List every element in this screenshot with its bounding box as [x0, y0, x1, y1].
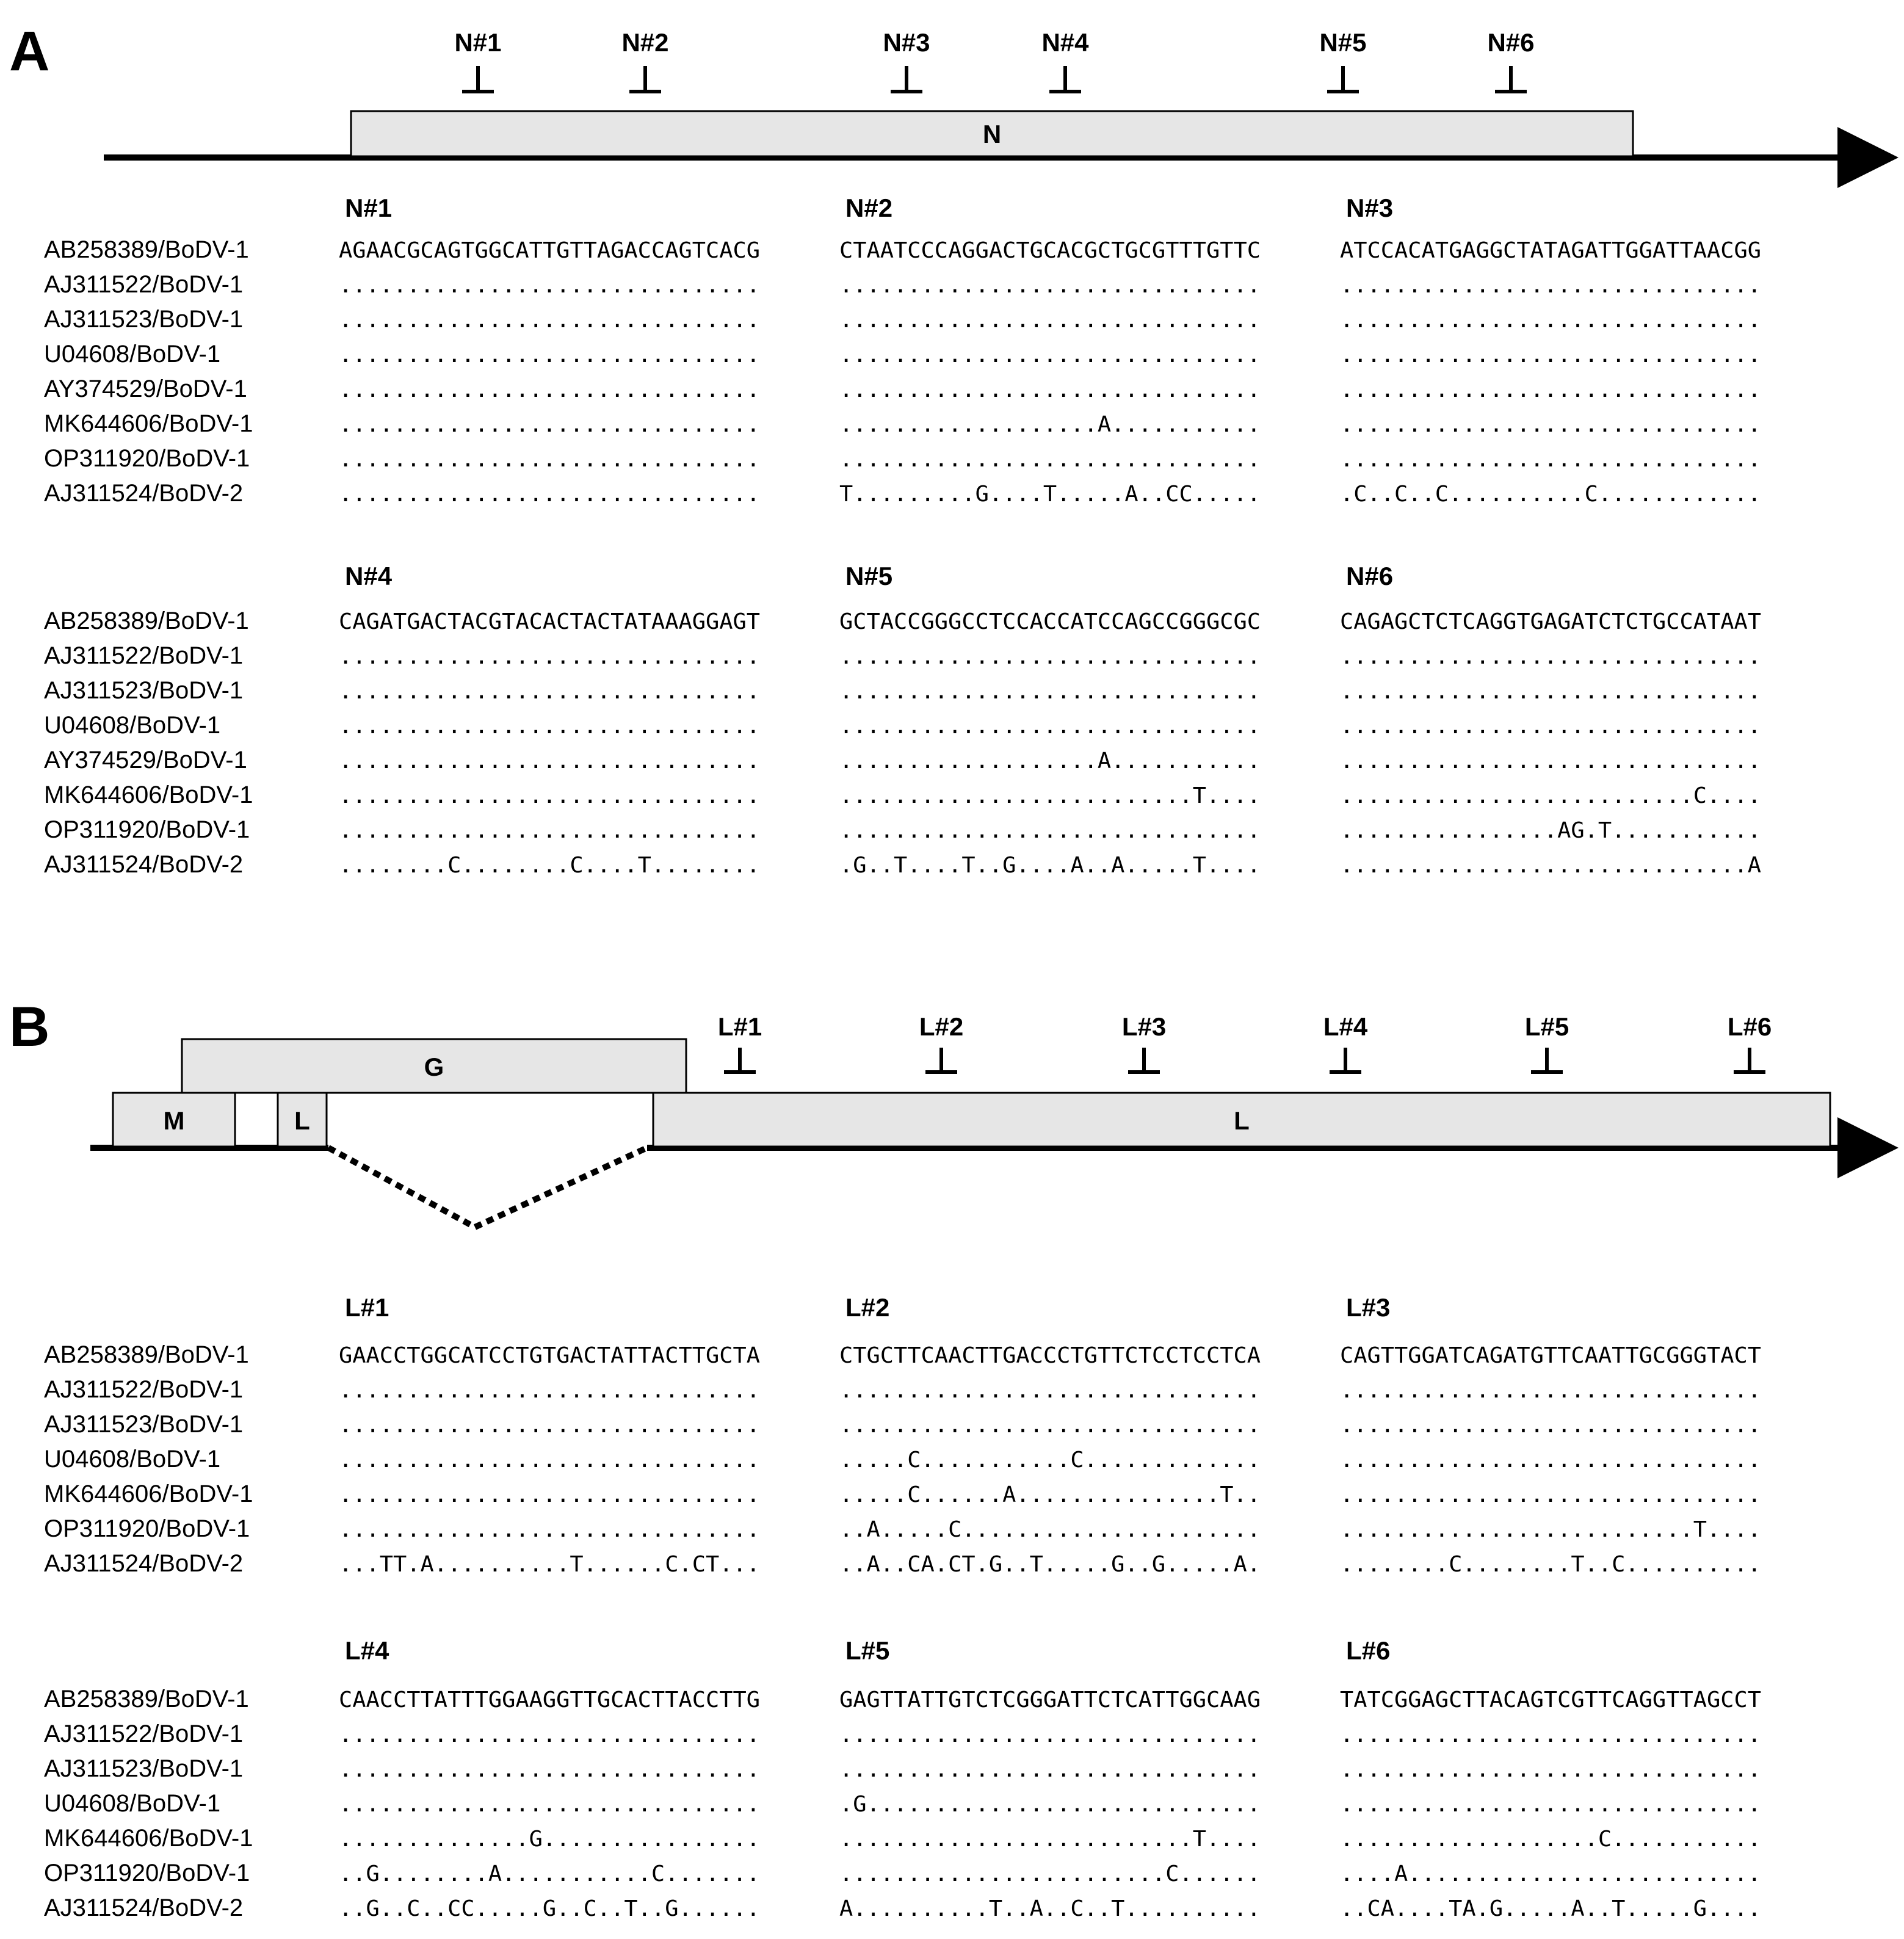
strain-label: AB258389/BoDV-1: [44, 236, 249, 263]
sequence-row: ...............................: [339, 748, 760, 774]
sequence-row: ...............................: [339, 1378, 760, 1403]
sequence-row: ...............................: [1340, 714, 1761, 739]
panel-a-genome-map: [104, 111, 1886, 158]
sequence-row: CAGAGCTCTCAGGTGAGATCTCTGCCATAAT: [1340, 609, 1761, 634]
sequence-row: CAGTTGGATCAGATGTTCAATTGCGGGTACT: [1340, 1343, 1761, 1368]
sequence-row: ...............................: [1340, 1757, 1761, 1782]
strain-label: AJ311522/BoDV-1: [44, 642, 244, 669]
strain-label: OP311920/BoDV-1: [44, 816, 250, 843]
sequence-row: ...................C...........: [1340, 1827, 1761, 1852]
panel-a-alignments: [44, 194, 1761, 878]
strain-label: MK644606/BoDV-1: [44, 410, 253, 437]
alignment-block-title: N#3: [1346, 194, 1394, 222]
primer-marker-label: L#1: [717, 1012, 762, 1041]
sequence-row: ..G........A...........C.......: [339, 1861, 760, 1886]
primer-marker-label: N#4: [1041, 28, 1089, 57]
sequence-row: .....C...........C.............: [839, 1448, 1261, 1473]
sequence-row: ...............................: [339, 1757, 760, 1782]
sequence-row: A..........T..A..C..T..........: [839, 1896, 1261, 1921]
alignment-block-title: L#5: [845, 1636, 890, 1665]
strain-label: AB258389/BoDV-1: [44, 1341, 249, 1368]
sequence-row: ................AG.T...........: [1340, 818, 1761, 843]
sequence-row: ...............................: [839, 644, 1261, 669]
sequence-row: ...............................: [339, 412, 760, 437]
sequence-row: ........C........C....T........: [339, 853, 760, 878]
alignment-block-title: N#4: [345, 562, 393, 590]
sequence-row: ...............................: [839, 308, 1261, 333]
strain-label: MK644606/BoDV-1: [44, 1825, 253, 1852]
sequence-row: ...............................: [1340, 447, 1761, 472]
primer-marker-label: N#1: [454, 28, 502, 57]
sequence-row: ...............................: [1340, 308, 1761, 333]
sequence-row: ...............................: [1340, 644, 1761, 669]
strain-label: MK644606/BoDV-1: [44, 781, 253, 808]
sequence-row: .G..T....T..G....A..A.....T....: [839, 853, 1261, 878]
strain-label: AJ311523/BoDV-1: [44, 1755, 244, 1782]
primer-marker-label: N#6: [1487, 28, 1535, 57]
strain-label: U04608/BoDV-1: [44, 341, 221, 368]
sequence-row: ...............................: [339, 679, 760, 704]
sequence-row: ...............................: [339, 342, 760, 368]
sequence-row: GAACCTGGCATCCTGTGACTATTACTTGCTA: [339, 1343, 761, 1368]
sequence-row: ...............................: [339, 308, 760, 333]
sequence-row: ...............................: [1340, 412, 1761, 437]
alignment-block-title: L#2: [845, 1293, 890, 1322]
strain-label: AJ311522/BoDV-1: [44, 1720, 244, 1747]
splice-junction: [328, 1148, 647, 1227]
sequence-row: ...............................: [339, 1792, 760, 1817]
sequence-row: ...............................: [1340, 1413, 1761, 1438]
sequence-row: ...............................: [839, 818, 1261, 843]
sequence-row: ...............................: [839, 342, 1261, 368]
alignment-block-title: L#1: [345, 1293, 389, 1322]
strain-label: AY374529/BoDV-1: [44, 375, 247, 402]
sequence-row: ...............................: [1340, 273, 1761, 298]
strain-label: AJ311522/BoDV-1: [44, 271, 244, 298]
sequence-row: ...............................: [839, 1413, 1261, 1438]
alignment-block-title: L#6: [1346, 1636, 1391, 1665]
panel-b-letter: B: [9, 996, 50, 1058]
strain-label: AB258389/BoDV-1: [44, 1686, 249, 1712]
alignment-block-title: N#1: [345, 194, 393, 222]
sequence-row: ...............................: [339, 818, 760, 843]
sequence-row: ...............................: [339, 377, 760, 402]
sequence-row: ...............................: [839, 1722, 1261, 1747]
primer-marker-label: L#4: [1323, 1012, 1368, 1041]
sequence-row: ...............................: [339, 1448, 760, 1473]
sequence-row: ...................A...........: [839, 748, 1261, 774]
sequence-row: ...............................: [1340, 1722, 1761, 1747]
primer-marker-label: L#3: [1121, 1012, 1167, 1041]
primer-marker-label: N#3: [883, 28, 930, 57]
strain-label: AJ311524/BoDV-2: [44, 480, 244, 507]
sequence-row: ..............................A: [1340, 853, 1762, 878]
sequence-row: ..........................T....: [839, 1827, 1261, 1852]
sequence-row: ...............................: [839, 377, 1261, 402]
strain-label: U04608/BoDV-1: [44, 1790, 221, 1817]
strain-label: AJ311524/BoDV-2: [44, 1894, 244, 1921]
primer-marker-label: L#2: [919, 1012, 964, 1041]
primer-marker-label: L#5: [1524, 1012, 1569, 1041]
sequence-row: ...............................: [339, 1722, 760, 1747]
sequence-row: .C..C..C..........C............: [1340, 482, 1761, 507]
sequence-row: ...............................: [339, 273, 760, 298]
strain-label: AJ311523/BoDV-1: [44, 306, 244, 333]
strain-label: AJ311523/BoDV-1: [44, 677, 244, 704]
strain-label: AB258389/BoDV-1: [44, 607, 249, 634]
sequence-row: GAGTTATTGTCTCGGGATTCTCATTGGCAAG: [839, 1687, 1261, 1712]
strain-label: OP311920/BoDV-1: [44, 445, 250, 472]
strain-label: U04608/BoDV-1: [44, 1446, 221, 1473]
sequence-row: .G.............................: [839, 1792, 1261, 1817]
panel-b-primer-markers: [718, 1012, 1772, 1072]
sequence-row: ...............................: [339, 1413, 760, 1438]
primer-marker-label: L#6: [1727, 1012, 1772, 1041]
sequence-row: ..........................T....: [1340, 1517, 1761, 1542]
sequence-row: ...............................: [339, 714, 760, 739]
sequence-row: TATCGGAGCTTACAGTCGTTCAGGTTAGCCT: [1340, 1687, 1761, 1712]
sequence-row: CAGATGACTACGTACACTACTATAAAGGAGT: [339, 609, 760, 634]
strain-label: AJ311523/BoDV-1: [44, 1411, 244, 1438]
sequence-row: ....A..........................: [1340, 1861, 1761, 1886]
sequence-row: ..G..C..CC.....G..C..T..G......: [339, 1896, 760, 1921]
panel-b-genome-map: [90, 1039, 1886, 1227]
strain-label: MK644606/BoDV-1: [44, 1481, 253, 1507]
alignment-block-title: L#4: [345, 1636, 389, 1665]
sequence-row: ...............................: [339, 482, 760, 507]
strain-label: AJ311524/BoDV-2: [44, 1550, 244, 1577]
sequence-row: CAACCTTATTTGGAAGGTTGCACTTACCTTG: [339, 1687, 760, 1712]
primer-marker-label: N#5: [1319, 28, 1367, 57]
sequence-row: ..............G................: [339, 1827, 760, 1852]
sequence-row: T.........G....T.....A..CC.....: [839, 482, 1261, 507]
strain-label: AY374529/BoDV-1: [44, 747, 247, 774]
panel-a-primer-markers: [454, 28, 1534, 92]
sequence-row: CTAATCCCAGGACTGCACGCTGCGTTTGTTC: [839, 238, 1261, 263]
sequence-row: ...............................: [839, 679, 1261, 704]
sequence-row: ..A..CA.CT.G..T.....G..G.....A.: [839, 1552, 1261, 1577]
l-small-gene-label: L: [294, 1106, 310, 1135]
strain-label: OP311920/BoDV-1: [44, 1515, 250, 1542]
sequence-row: ...............................: [839, 1378, 1261, 1403]
sequence-row: GCTACCGGGCCTCCACCATCCAGCCGGGCGC: [839, 609, 1261, 634]
sequence-row: ..A.....C......................: [839, 1517, 1261, 1542]
sequence-row: ...............................: [1340, 679, 1761, 704]
sequence-row: ...............................: [339, 447, 760, 472]
sequence-row: ...............................: [839, 714, 1261, 739]
primer-marker-label: N#2: [621, 28, 669, 57]
sequence-row: ...................A...........: [839, 412, 1261, 437]
sequence-row: ........................C......: [839, 1861, 1261, 1886]
sequence-row: ATCCACATGAGGCTATAGATTGGATTAACGG: [1340, 238, 1761, 263]
sequence-row: ...............................: [839, 1757, 1261, 1782]
sequence-row: ...............................: [339, 644, 760, 669]
sequence-row: ...............................: [1340, 342, 1761, 368]
sequence-row: ..........................T....: [839, 783, 1261, 808]
alignment-block-title: N#2: [845, 194, 893, 222]
strain-label: AJ311524/BoDV-2: [44, 851, 244, 878]
sequence-row: ...............................: [1340, 1448, 1761, 1473]
strain-label: U04608/BoDV-1: [44, 712, 221, 739]
l-gene-label: L: [1234, 1106, 1250, 1135]
sequence-row: ...............................: [839, 273, 1261, 298]
n-gene-label: N: [982, 120, 1002, 148]
sequence-row: ...............................: [339, 1517, 760, 1542]
strain-label: AJ311522/BoDV-1: [44, 1376, 244, 1403]
strain-label: OP311920/BoDV-1: [44, 1860, 250, 1886]
sequence-row: .....C......A...............T..: [839, 1482, 1261, 1507]
sequence-row: ...............................: [1340, 748, 1761, 774]
sequence-row: ...............................: [1340, 1378, 1761, 1403]
sequence-row: AGAACGCAGTGGCATTGTTAGACCAGTCACG: [339, 238, 760, 263]
sequence-row: ........C........T..C..........: [1340, 1552, 1761, 1577]
sequence-row: ...............................: [1340, 377, 1761, 402]
alignment-block-title: L#3: [1346, 1293, 1391, 1322]
alignment-block-title: N#6: [1346, 562, 1394, 590]
sequence-row: ...............................: [339, 1482, 760, 1507]
sequence-row: ...............................: [1340, 1792, 1761, 1817]
sequence-row: ...............................: [839, 447, 1261, 472]
alignment-block-title: N#5: [845, 562, 893, 590]
sequence-row: ...............................: [339, 783, 760, 808]
sequence-row: ...TT.A..........T......C.CT...: [339, 1552, 760, 1577]
sequence-row: ...............................: [1340, 1482, 1761, 1507]
m-gene-label: M: [163, 1106, 185, 1135]
sequence-row: ..........................C....: [1340, 783, 1761, 808]
sequence-row: CTGCTTCAACTTGACCCTGTTCTCCTCCTCA: [839, 1343, 1261, 1368]
panel-a-letter: A: [9, 20, 50, 82]
sequence-row: ..CA....TA.G.....A..T.....G....: [1340, 1896, 1761, 1921]
panel-b-alignments: [44, 1293, 1761, 1921]
g-gene-label: G: [424, 1053, 444, 1081]
